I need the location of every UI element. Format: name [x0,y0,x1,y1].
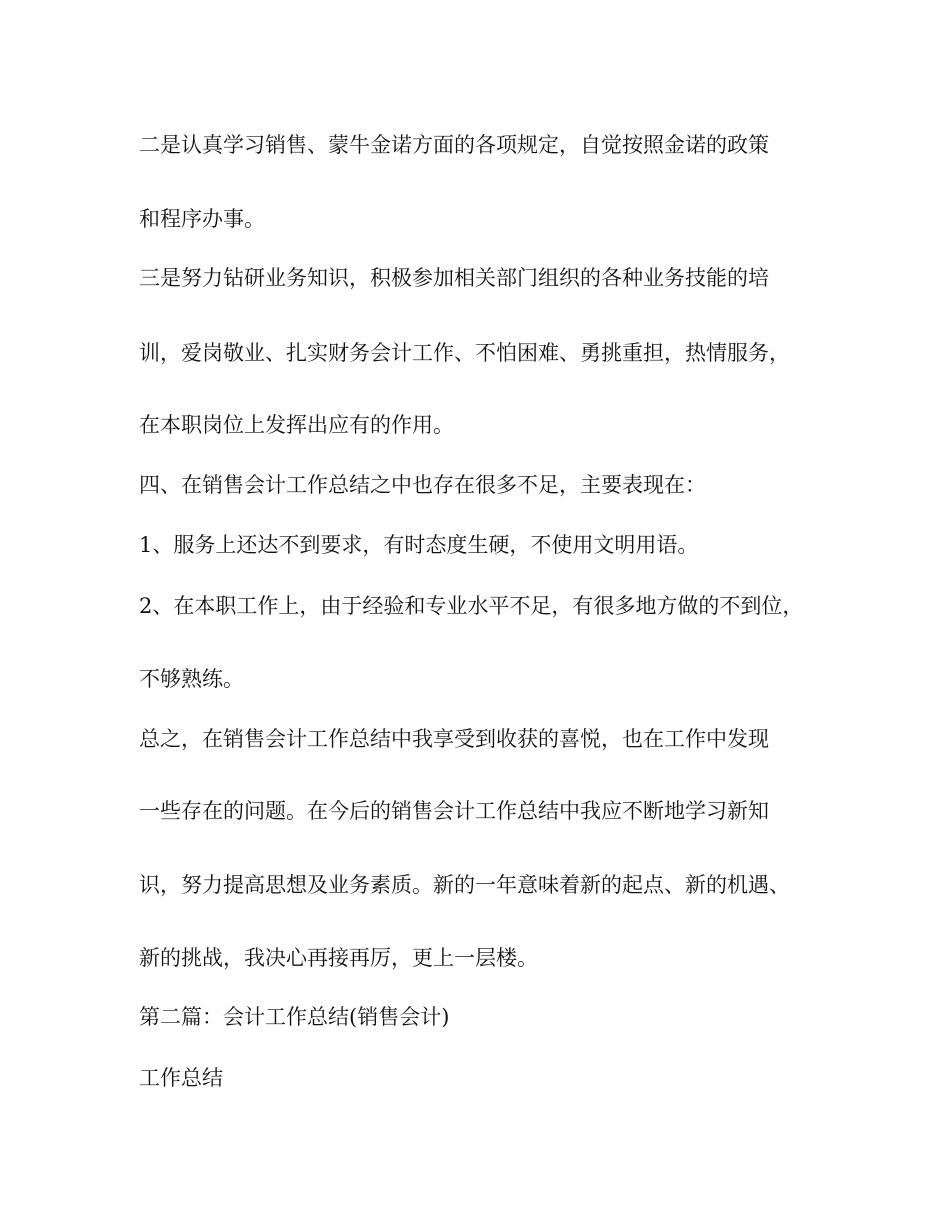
text-line: 一些存在的问题。在今后的销售会计工作总结中我应不断地学习新知 [139,799,769,823]
text-line: 1、服务上还达不到要求，有时态度生硬，不使用文明用语。 [139,533,699,557]
text-line: 不够熟练。 [139,667,244,691]
text-line: 在本职岗位上发挥出应有的作用。 [139,413,454,437]
text-line: 四、在销售会计工作总结之中也存在很多不足，主要表现在： [139,473,706,497]
section-subheading: 工作总结 [139,1066,223,1090]
text-line: 总之，在销售会计工作总结中我享受到收获的喜悦，也在工作中发现 [139,727,769,751]
text-line: 新的挑战，我决心再接再厉，更上一层楼。 [139,946,538,970]
text-line: 2、在本职工作上，由于经验和专业水平不足，有很多地方做的不到位， [139,594,804,618]
text-line: 识，努力提高思想及业务素质。新的一年意味着新的起点、新的机遇、 [139,873,790,897]
text-line: 训，爱岗敬业、扎实财务会计工作、不怕困难、勇挑重担，热情服务， [139,341,790,365]
text-line: 三是努力钻研业务知识，积极参加相关部门组织的各种业务技能的培 [139,266,769,290]
text-line: 二是认真学习销售、蒙牛金诺方面的各项规定，自觉按照金诺的政策 [139,133,769,157]
section-heading: 第二篇：会计工作总结(销售会计) [139,1005,450,1029]
text-line: 和程序办事。 [139,207,265,231]
